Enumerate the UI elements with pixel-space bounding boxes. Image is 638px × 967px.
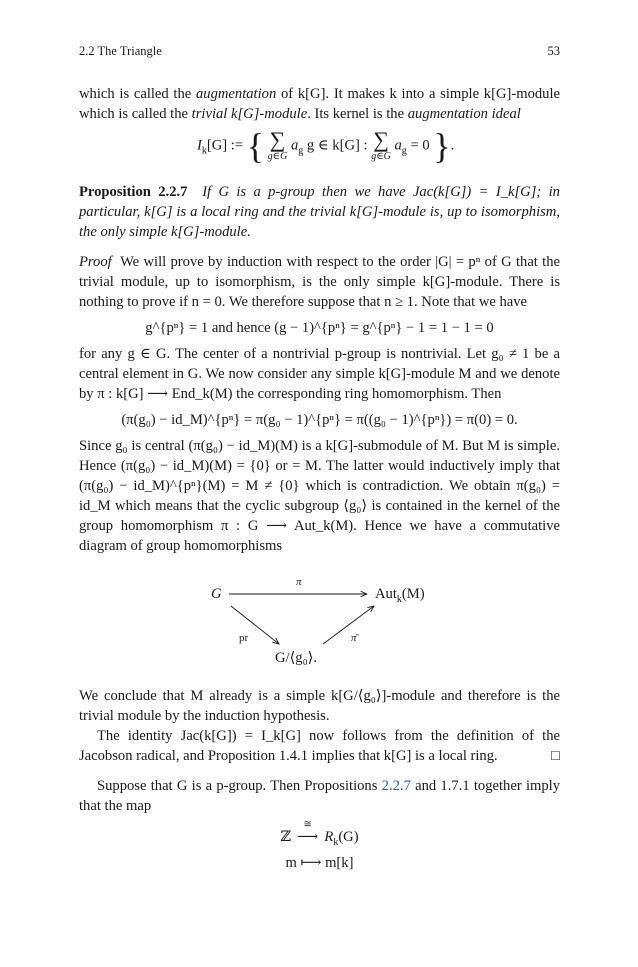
section-title: 2.2 The Triangle	[79, 44, 162, 58]
map-line-1: ℤ ≅ ⟶ $R_k(G)$	[280, 819, 359, 848]
node-aut: Aut$_k$(M)	[375, 586, 425, 605]
proof-paragraph-1: Proof We will prove by induction with respect to the order |G| = pⁿ of G that the trivial module, up to isomorphism, is the only simple k[G]-module. There is nothing to prove if n = 0. We therefore suppose that n ≥ 1. Note that we have	[79, 254, 560, 310]
map-line-2: m ⟼ m[k]	[285, 855, 354, 871]
label-pi: π	[296, 576, 302, 588]
proposition-link[interactable]: 2.2.7	[381, 778, 411, 794]
diagram-arrows	[79, 570, 560, 680]
commutative-diagram	[79, 570, 560, 680]
label-pr: pr	[239, 632, 249, 644]
qed-symbol: □	[551, 748, 560, 764]
equation-pi-power: (π(g₀) − id_M)^{pⁿ} = π(g₀ − 1)^{pⁿ} = π((g₀ − 1)^{pⁿ}) = π(0) = 0.	[121, 412, 518, 428]
equation-g-power: g^{pⁿ} = 1 and hence (g − 1)^{pⁿ} = g^{pⁿ} − 1 = 1 − 1 = 0	[145, 320, 494, 336]
paragraph-augmentation: which is called the augmentation of k[G]. It makes k into a simple k[G]-module which is called the trivial k[G]-module. Its kernel is the augmentation ideal	[79, 86, 560, 122]
node-G: G	[211, 586, 222, 602]
equation-augmentation-ideal: $I_k[G]$ := { ∑ g∈G $a_g$ g ∈ k[G] : ∑ g∈G $a_g = 0$ }.	[197, 126, 455, 166]
map-display	[79, 819, 560, 876]
arrow-pi-bar	[323, 606, 374, 644]
proof-paragraph-4: We conclude that M already is a simple k[G/⟨g₀⟩]-module and therefore is the trivial module by the induction hypothesis.	[79, 688, 560, 724]
page-body	[79, 84, 560, 876]
node-quotient: G/⟨g₀⟩.	[275, 650, 318, 666]
proof-paragraph-3: Since g₀ is central (π(g₀) − id_M)(M) is a k[G]-submodule of M. But M is simple. Hence (π(g₀) − id_M)(M) = {0} or = M. The latter would inductively imply that (π(g₀) − id_M)^{pⁿ}(M) = M ≠ {0} which is contradiction. We obtain π(g₀) = id_M which means that the cyclic subgroup ⟨g₀⟩ is contained in the kernel of the group homomorphism π : G ⟶ Aut_k(M). Hence we have a commutative diagram of group homomorphisms	[79, 438, 560, 554]
proof-paragraph-5: The identity Jac(k[G]) = I_k[G] now follows from the definition of the Jacobson radical, and Proposition 1.4.1 implies that k[G] is a local ring. □	[79, 728, 560, 764]
label-pi-bar: π̄	[351, 632, 357, 644]
proposition-2-2-7: Proposition 2.2.7 If G is a p-group then we have Jac(k[G]) = I_k[G]; in particular, k[G] is a local ring and the trivial k[G]-module is, up to isomorphism, the only simple k[G]-module.	[79, 184, 560, 240]
proof-paragraph-2: for any g ∈ G. The center of a nontrivial p-group is nontrivial. Let g₀ ≠ 1 be a central element in G. We now consider any simple k[G]-module M and we denote by π : k[G] ⟶ End_k(M) the corresponding ring homomorphism. Then	[79, 346, 560, 402]
running-header	[79, 44, 560, 62]
paragraph-p-group: Suppose that G is a p-group. Then Propositions 2.2.7 and 1.7.1 together imply that the map	[79, 778, 560, 814]
page-number: 53	[547, 44, 560, 58]
